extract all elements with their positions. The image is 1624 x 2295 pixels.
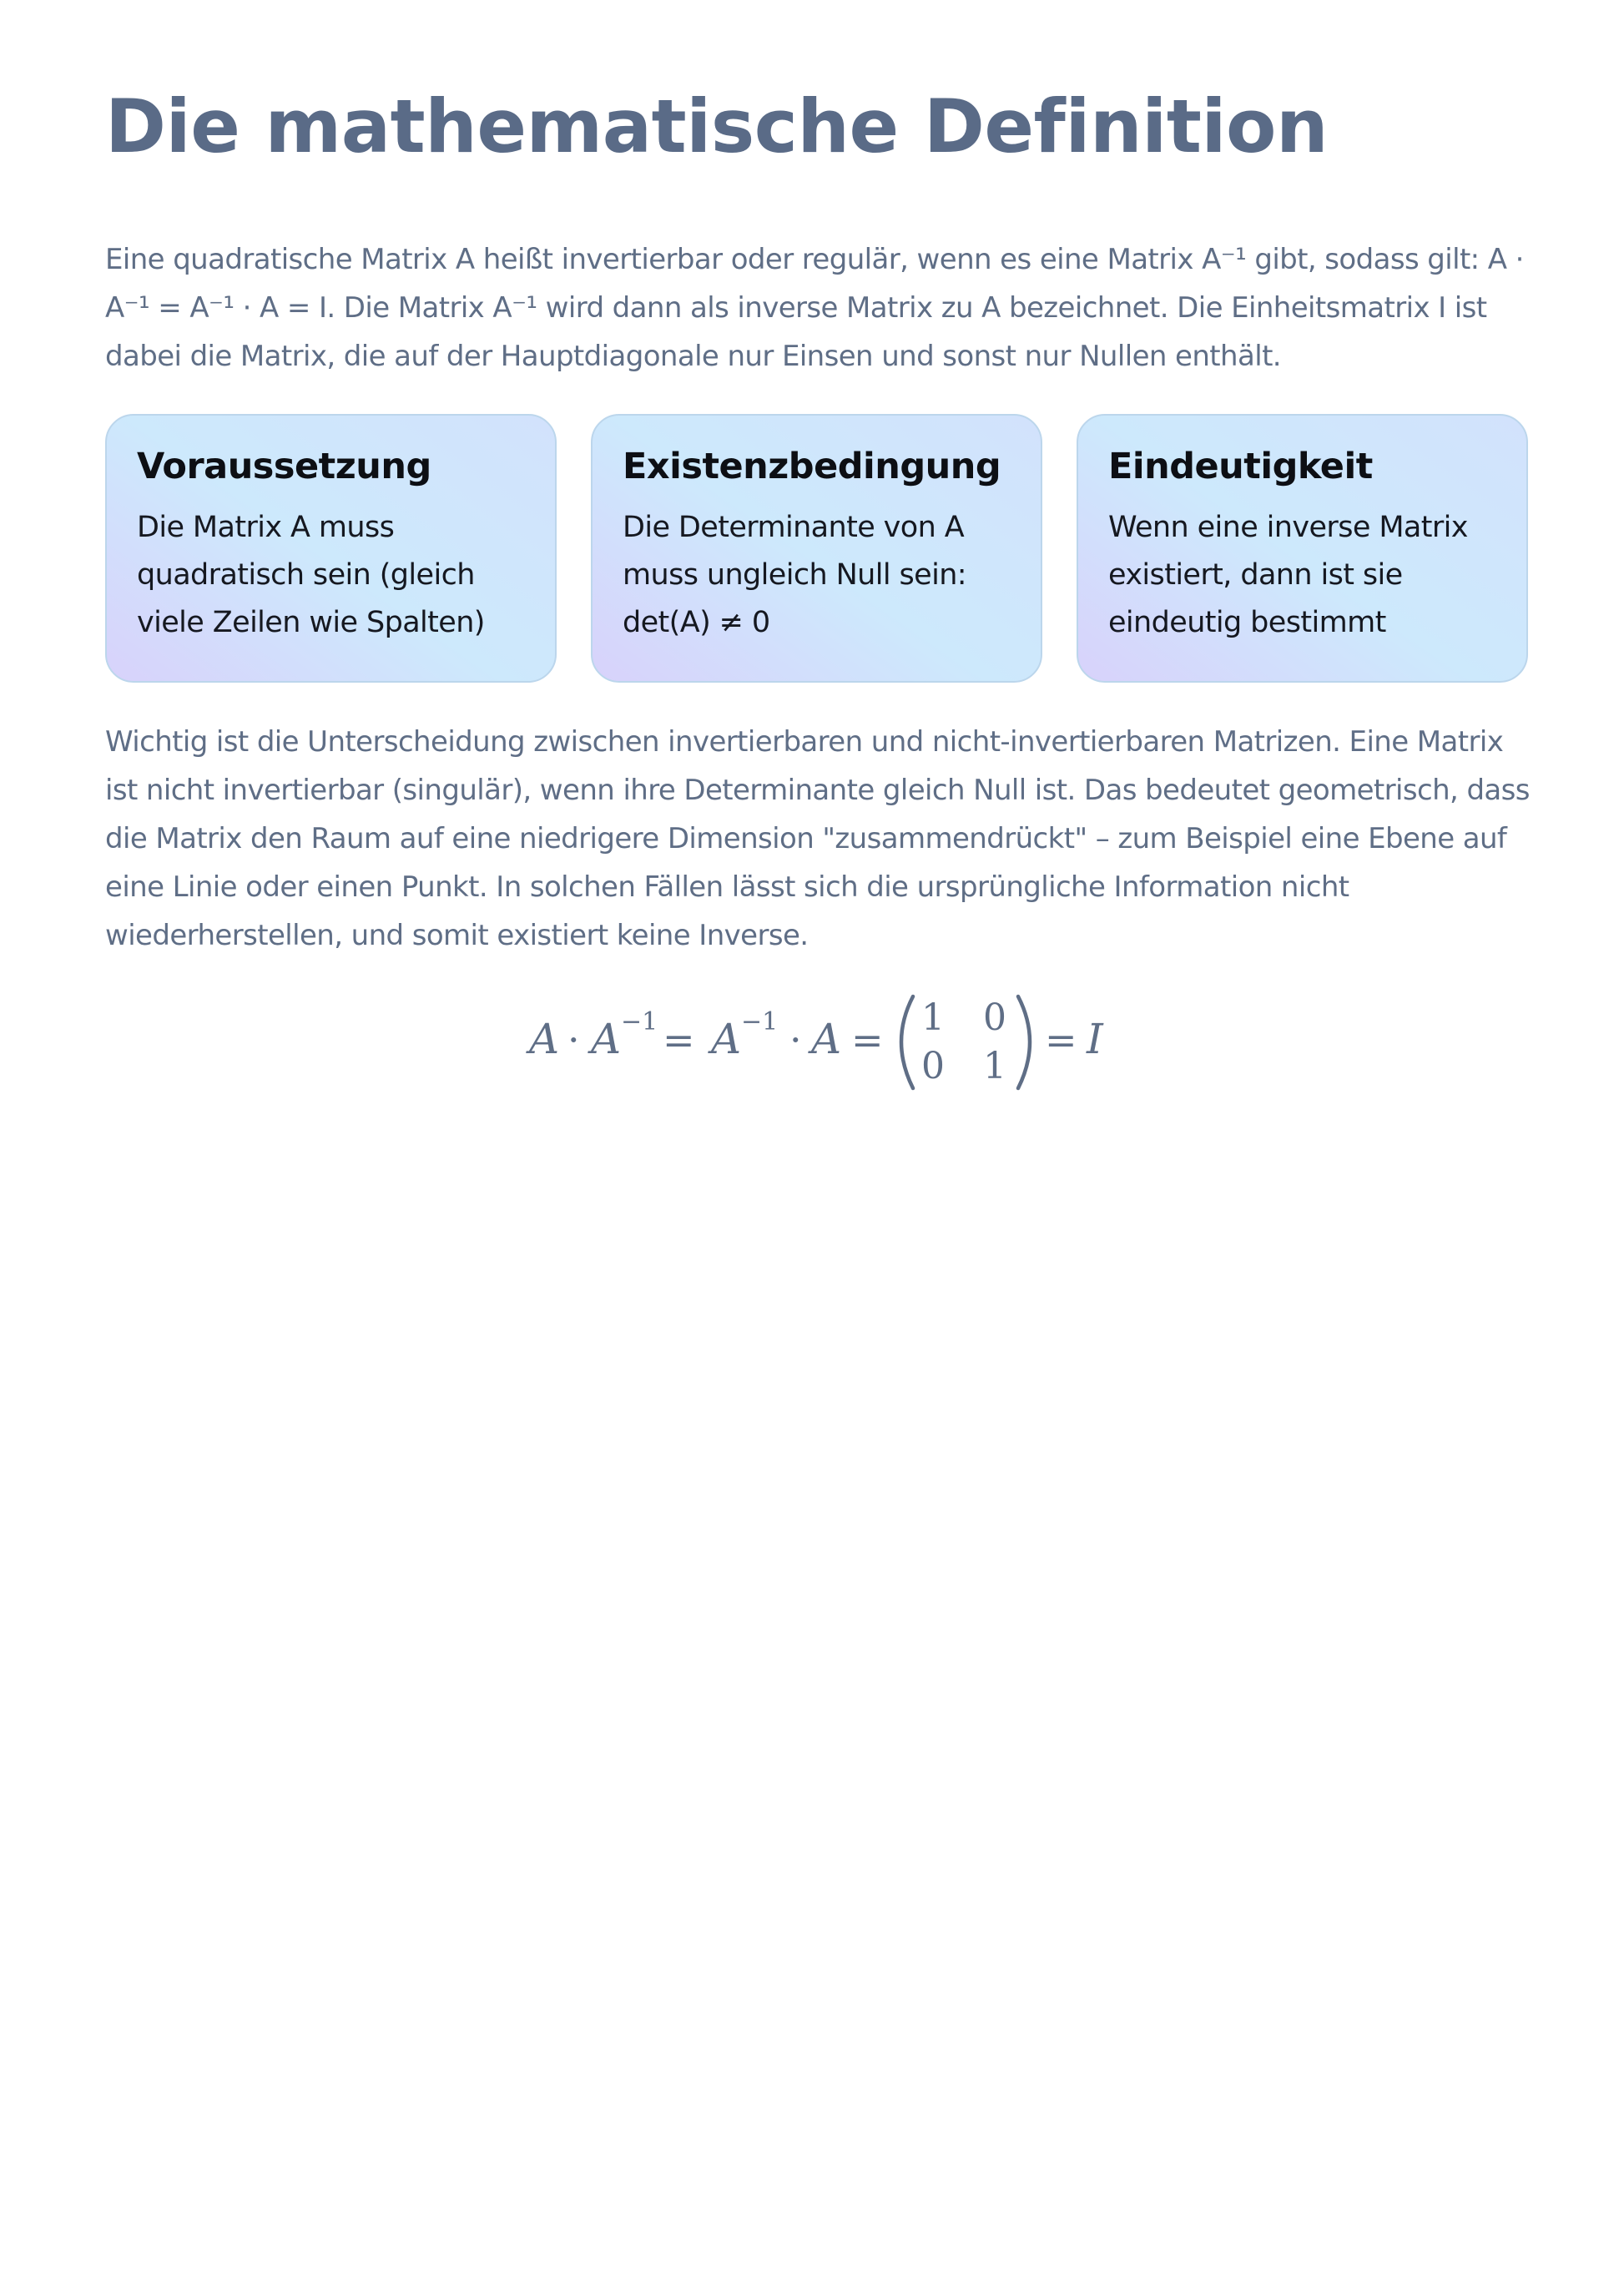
card-text: Wenn eine inverse Matrix existiert, dann ist sie eindeutig bestimmt [1108, 511, 1468, 639]
formula-identity: I [1087, 1015, 1103, 1063]
card-title: Voraussetzung [137, 446, 431, 487]
formula-superscript: −1 [741, 1007, 779, 1037]
card-voraussetzung [105, 414, 557, 683]
formula-equals: = [851, 1017, 884, 1062]
formula-a: A [591, 1015, 622, 1063]
matrix-cell: 1 [983, 1045, 1006, 1087]
card-eindeutigkeit [1077, 414, 1528, 683]
formula-a: A [811, 1015, 842, 1063]
formula-dot: · [789, 1017, 802, 1062]
inverse-matrix-formula [105, 985, 1531, 1110]
page-title: Die mathematische Definition [105, 83, 1329, 169]
formula-a: A [711, 1015, 742, 1063]
formula-dot: · [567, 1017, 580, 1062]
formula-equals: = [1045, 1017, 1077, 1062]
formula-graphic [105, 985, 1531, 1110]
info-cards [105, 414, 1531, 686]
matrix-left-paren [901, 996, 913, 1088]
explanation-paragraph: Wichtig ist die Unterscheidung zwischen invertierbaren und nicht-invertierbaren Matrizen. Eine Matrix ist nicht invertierbar (singulär), wenn ihre Determinante gleich Null ist. Das bedeutet geometrisch, dass die Matrix den Raum auf eine niedrigere Dimension "zusammendrückt" – zum Beispiel eine Ebene auf eine Linie oder einen Punkt. In solchen Fällen lässt sich die ursprüngliche Information nicht wiederherstellen, und somit existiert keine Inverse. [105, 725, 1530, 952]
card-existenzbedingung [591, 414, 1042, 683]
matrix-cell: 0 [983, 996, 1006, 1039]
formula-superscript: −1 [621, 1007, 658, 1037]
matrix-cell: 0 [921, 1045, 945, 1087]
formula-a: A [529, 1015, 560, 1063]
matrix-right-paren [1018, 996, 1030, 1088]
intro-paragraph: Eine quadratische Matrix A heißt invertierbar oder regulär, wenn es eine Matrix A⁻¹ gibt, sodass gilt: A · A⁻¹ = A⁻¹ · A = I. Die Matrix A⁻¹ wird dann als inverse Matrix zu A bezeichnet. Die Einheitsmatrix I ist dabei die Matrix, die auf der Hauptdiagonale nur Einsen und sonst nur Nullen enthält. [105, 243, 1524, 373]
formula-equals: = [663, 1017, 695, 1062]
matrix-cell: 1 [921, 996, 945, 1039]
card-text: Die Matrix A muss quadratisch sein (gleich viele Zeilen wie Spalten) [137, 511, 485, 639]
card-text: Die Determinante von A muss ungleich Null sein: det(A) ≠ 0 [623, 511, 966, 639]
card-title: Eindeutigkeit [1108, 446, 1373, 487]
card-title: Existenzbedingung [623, 446, 1001, 487]
